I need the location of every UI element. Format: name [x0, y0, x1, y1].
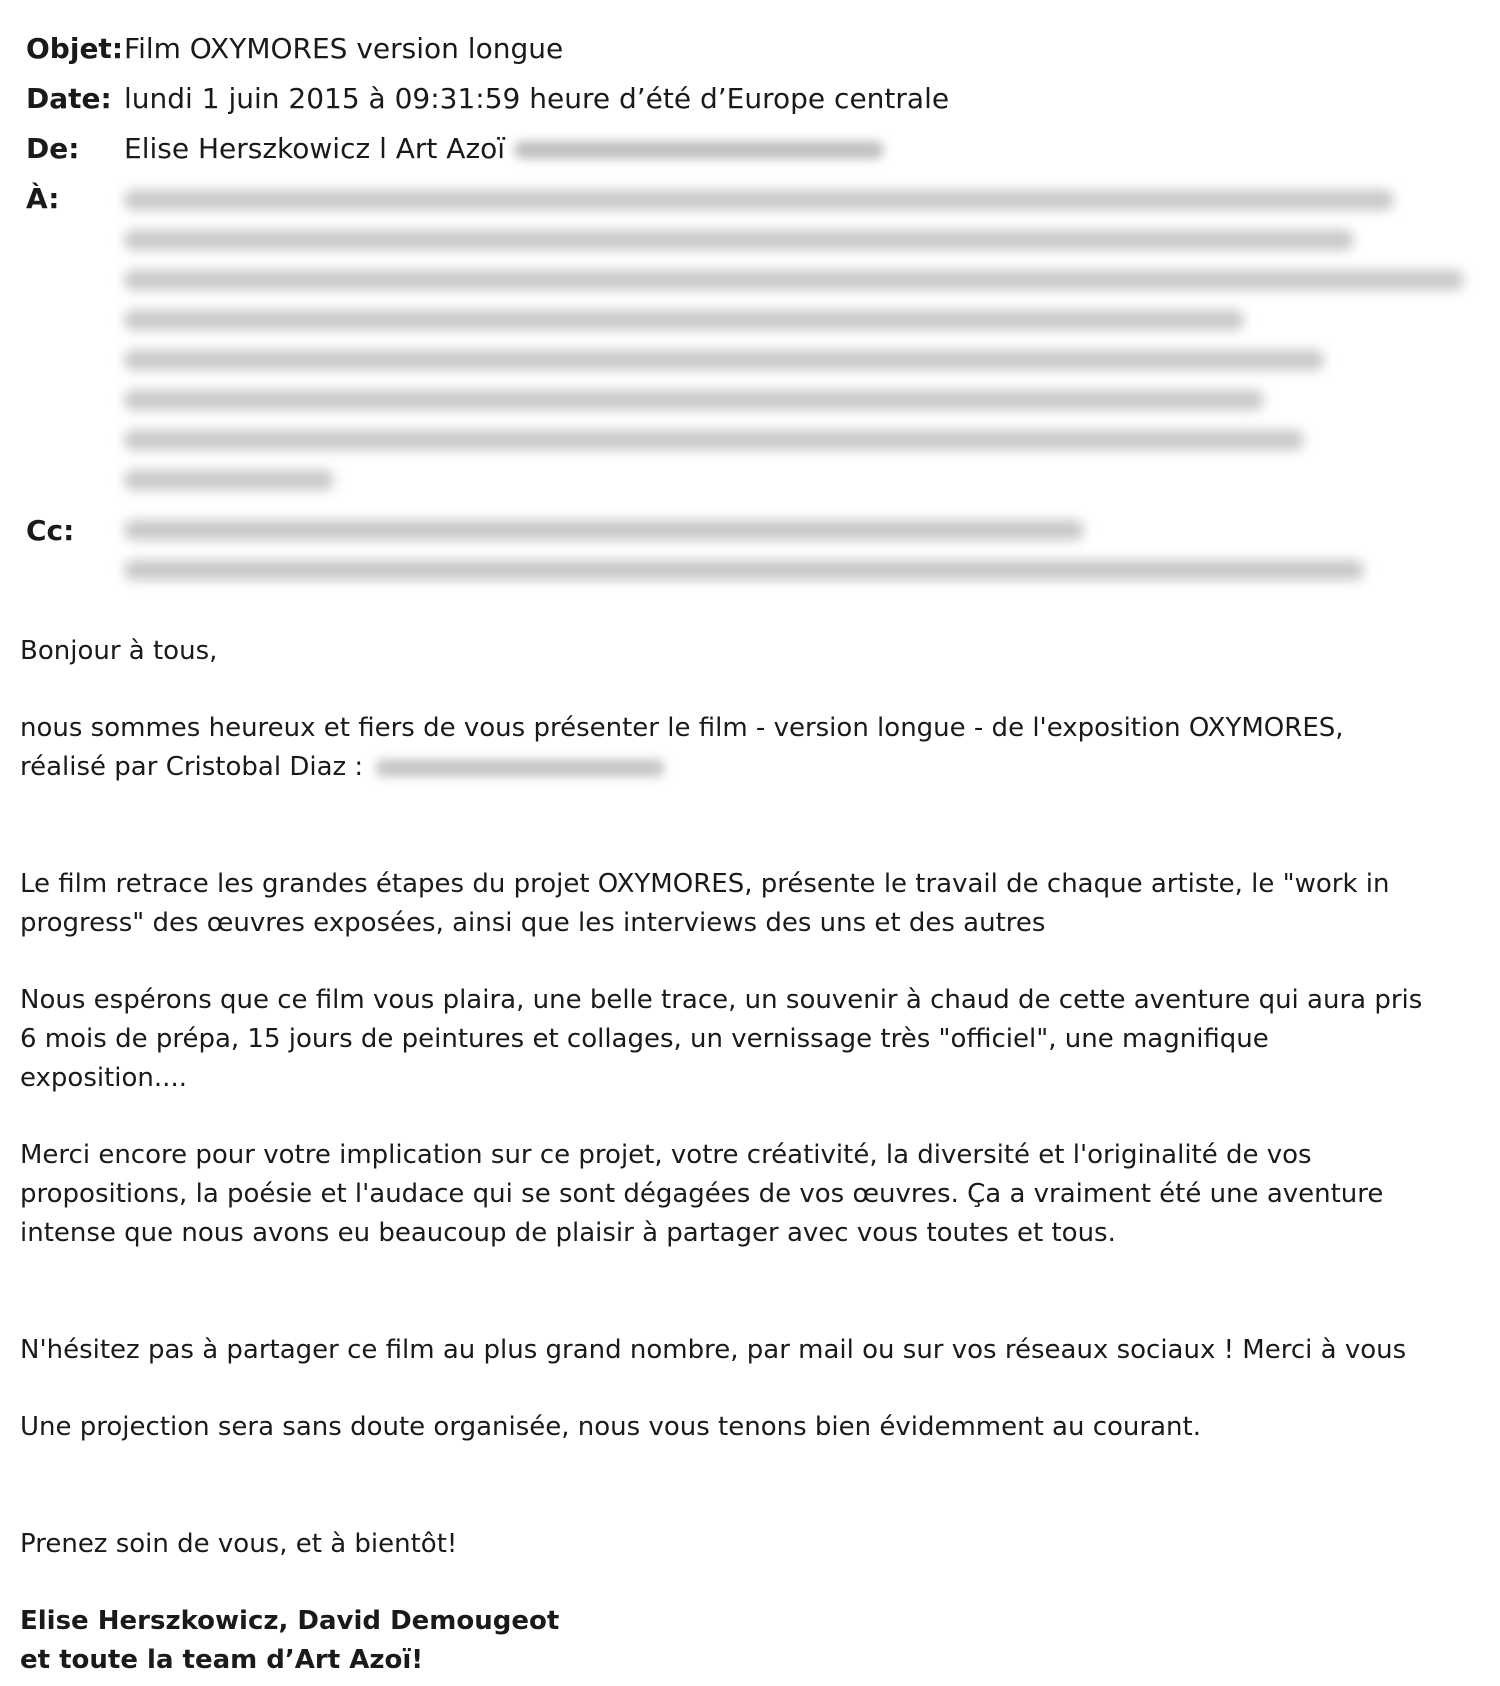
signature [20, 1602, 1480, 1680]
redacted-sender-email [514, 141, 884, 159]
from-label: De: [26, 132, 80, 165]
redacted-line [124, 560, 1364, 580]
redacted-line [124, 230, 1354, 250]
date-value: lundi 1 juin 2015 à 09:31:59 heure d’été d’Europe centrale [124, 82, 950, 115]
retrace-paragraph: Le film retrace les grandes étapes du projet OXYMORES, présente le travail de chaque artiste, le "work in progress" des œuvres exposées, ainsi que les interviews des uns et des autres [20, 869, 1390, 938]
redacted-line [124, 350, 1324, 370]
cc-row [26, 506, 1466, 602]
share-paragraph: N'hésitez pas à partager ce film au plus grand nombre, par mail ou sur vos réseaux sociaux ! Merci à vous [20, 1335, 1407, 1365]
from-value [124, 132, 884, 165]
cc-label: Cc: [26, 514, 75, 547]
redacted-line [124, 390, 1264, 410]
closing-line: Prenez soin de vous, et à bientôt! [20, 1529, 458, 1559]
thanks-paragraph: Merci encore pour votre implication sur ce projet, votre créativité, la diversité et l'originalité de vos propositions, la poésie et l'audace qui se sont dégagées de vos œuvres. Ça a vraiment été une aventure intense que nous avons eu beaucoup de plaisir à partager avec vous toutes et tous. [20, 1140, 1384, 1248]
email-headers [26, 24, 1466, 602]
to-label: À: [26, 182, 60, 215]
date-row [26, 74, 1466, 124]
redacted-line [124, 470, 334, 490]
redacted-line [124, 310, 1244, 330]
from-row [26, 124, 1466, 174]
projection-paragraph: Une projection sera sans doute organisée, nous vous tenons bien évidemment au courant. [20, 1412, 1201, 1442]
intro-paragraph [20, 709, 1480, 787]
greeting: Bonjour à tous, [20, 636, 218, 666]
redacted-line [124, 430, 1304, 450]
redacted-cc [124, 506, 1466, 580]
intro-line-1: nous sommes heureux et fiers de vous présenter le film - version longue - de l'exposition OXYMORES, [20, 713, 1344, 743]
redacted-line [124, 190, 1394, 210]
redacted-recipients [124, 174, 1466, 490]
redacted-line [124, 520, 1084, 540]
subject-label: Objet: [26, 32, 124, 65]
redacted-link [375, 759, 665, 777]
to-row [26, 174, 1466, 502]
email-body [20, 632, 1480, 1680]
hope-paragraph: Nous espérons que ce film vous plaira, une belle trace, un souvenir à chaud de cette aventure qui aura pris 6 mois de prépa, 15 jours de peintures et collages, un vernissage très "officiel", une magnifique exposition.... [20, 985, 1423, 1093]
subject-value: Film OXYMORES version longue [124, 32, 564, 65]
subject-row [26, 24, 1466, 74]
date-label: Date: [26, 82, 112, 115]
signature-line-2: et toute la team d’Art Azoï! [20, 1645, 424, 1675]
intro-line-2-text: réalisé par Cristobal Diaz : [20, 752, 364, 782]
from-name: Elise Herszkowicz l Art Azoï [124, 132, 506, 165]
signature-line-1: Elise Herszkowicz, David Demougeot [20, 1606, 560, 1636]
redacted-line [124, 270, 1464, 290]
intro-line-2 [20, 748, 1480, 787]
